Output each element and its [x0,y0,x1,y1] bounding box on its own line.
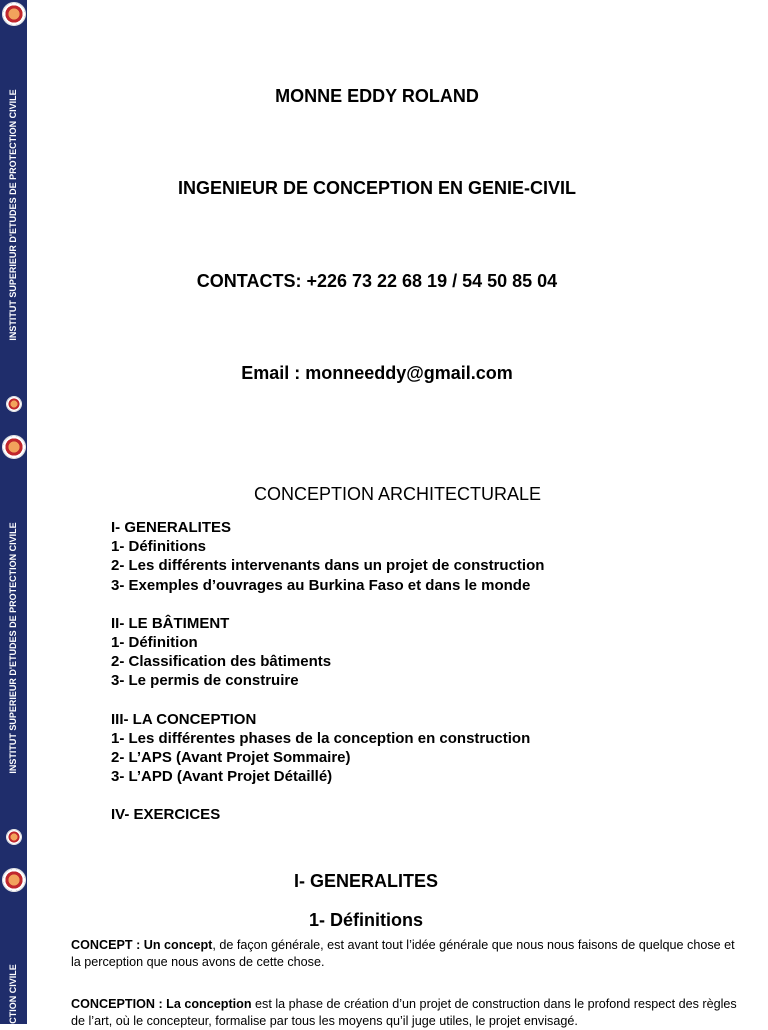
author-contacts: CONTACTS: +226 73 22 68 19 / 54 50 85 04 [196,271,558,291]
sidebar-band [0,866,27,1024]
toc-group [111,710,544,787]
toc-item: 2- L’APS (Avant Projet Sommaire) [111,749,351,767]
toc-heading: IV- EXERCICES [111,806,221,824]
toc-item: 2- Classification des bâtiments [111,653,332,671]
toc-group [111,518,544,595]
toc-group [111,805,544,824]
sidebar-label-partial: CTION CIVILE [8,964,18,1024]
section-subheading: 1- Définitions [308,910,423,930]
section-heading: I- GENERALITES [293,871,438,891]
sidebar-label: INSTITUT SUPERIEUR D'ETUDES DE PROTECTION CIVILE [8,522,18,774]
toc-heading: I- GENERALITES [111,519,232,536]
author-name: MONNE EDDY ROLAND [275,86,479,106]
toc-item: 2- Les différents intervenants dans un projet de construction [111,557,545,575]
institute-seal-icon [2,435,26,459]
definition-term: CONCEPT : Un concept [71,938,213,952]
toc-item: 1- Définition [111,634,198,652]
author-title: INGENIEUR DE CONCEPTION EN GENIE-CIVIL [177,178,577,198]
definition-conception [71,996,741,1030]
toc-item: 3- L’APD (Avant Projet Détaillé) [111,768,333,786]
toc-heading: III- LA CONCEPTION [111,710,257,728]
table-of-contents [111,518,544,844]
toc-item: 3- Le permis de construire [111,672,299,690]
toc-group [111,614,544,691]
sidebar-label: INSTITUT SUPERIEUR D'ETUDES DE PROTECTION CIVILE [8,89,18,341]
institute-seal-icon [6,396,22,412]
document-page [27,0,768,1028]
sidebar-band [0,433,27,866]
institute-seal-icon [6,829,22,845]
institute-seal-icon [2,2,26,26]
course-title: CONCEPTION ARCHITECTURALE [253,484,542,504]
definition-term: CONCEPTION : La conception [71,997,252,1011]
sidebar-band [0,0,27,433]
toc-heading: II- LE BÂTIMENT [111,614,230,632]
author-email: Email : monneeddy@gmail.com [241,363,513,383]
institute-seal-icon [2,868,26,892]
definition-text: est la phase de création d’un projet de construction dans le profond respect des règles de l’art, où le concepteur, formalise par tous les moyens qu’il juge utiles, le projet envisagé. [71,997,737,1028]
toc-item: 1- Les différentes phases de la conception en construction [111,729,531,747]
definition-concept [71,937,741,971]
sidebar-banner [0,0,27,1024]
toc-item: 3- Exemples d’ouvrages au Burkina Faso et dans le monde [111,576,531,594]
toc-item: 1- Définitions [111,538,207,556]
definition-text: , de façon générale, est avant tout l’idée générale que nous nous faisons de quelque chose et la perception que nous avons de cette chose. [71,938,735,969]
